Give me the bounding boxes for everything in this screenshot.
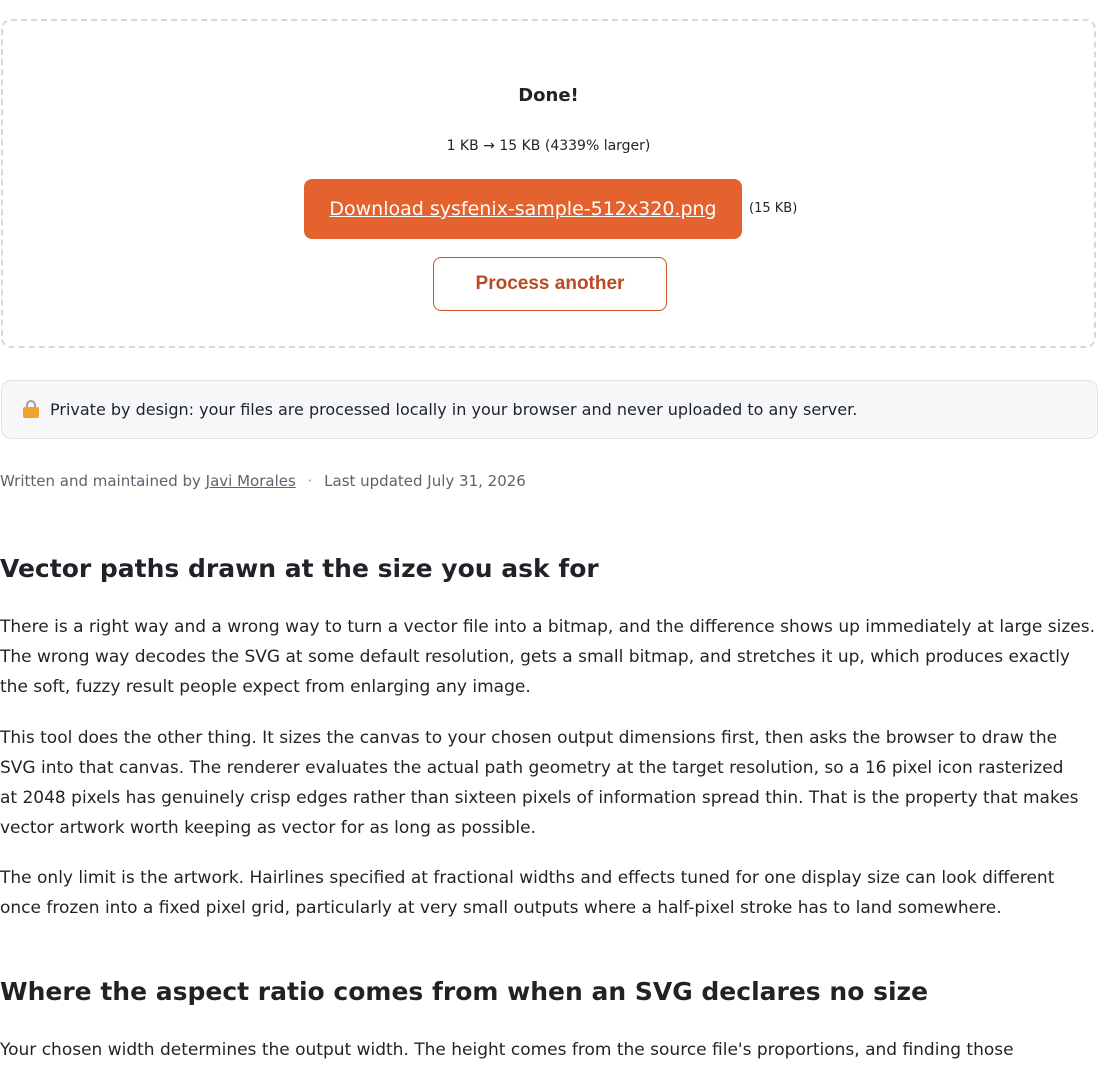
lock-icon [23,400,39,418]
article-paragraph-3: The only limit is the artwork. Hairlines specified at fractional widths and effects tuned for one display size can look different once frozen into a fixed pixel grid, particularly at very small outputs where a half-pixel stroke has to land somewhere. [0,868,1055,918]
done-title: Done! [518,85,579,106]
written-by-label: Written and maintained by [0,472,201,490]
article-paragraph-4: Your chosen width determines the output width. The height comes from the source file's proportions, and finding those [0,1040,1014,1060]
size-summary: 1 KB → 15 KB (4339% larger) [446,138,651,154]
meta-separator: · [307,472,313,490]
process-another-button[interactable]: Process another [433,257,667,311]
author-meta [0,472,526,490]
privacy-text: Private by design: your files are processed locally in your browser and never uploaded to any server. [50,400,858,419]
author-link[interactable]: Javi Morales [205,472,296,490]
download-row [3,179,1094,239]
privacy-banner [1,380,1098,439]
last-updated: Last updated July 31, 2026 [324,472,526,490]
article-paragraph-1: There is a right way and a wrong way to turn a vector file into a bitmap, and the difference shows up immediately at large sizes. The wrong way decodes the SVG at some default resolution, gets a small bitmap, and stretches it up, which produces exactly the soft, fuzzy result people expect from enlarging any image. [0,617,1096,697]
result-card [1,19,1096,348]
section-heading-vector-paths: Vector paths drawn at the size you ask for [0,554,599,583]
download-button[interactable]: Download sysfenix-sample-512x320.png [304,179,742,239]
article-paragraph-2: This tool does the other thing. It sizes the canvas to your chosen output dimensions first, then asks the browser to draw the SVG into that canvas. The renderer evaluates the actual path geometry at the target resolution, so a 16 pixel icon rasterized at 2048 pixels has genuinely crisp edges rather than sixteen pixels of information spread thin. That is the property that makes vector artwork worth keeping as vector for as long as possible. [0,728,1079,838]
download-file-size: (15 KB) [749,201,798,216]
section-heading-aspect-ratio: Where the aspect ratio comes from when an SVG declares no size [0,977,929,1006]
